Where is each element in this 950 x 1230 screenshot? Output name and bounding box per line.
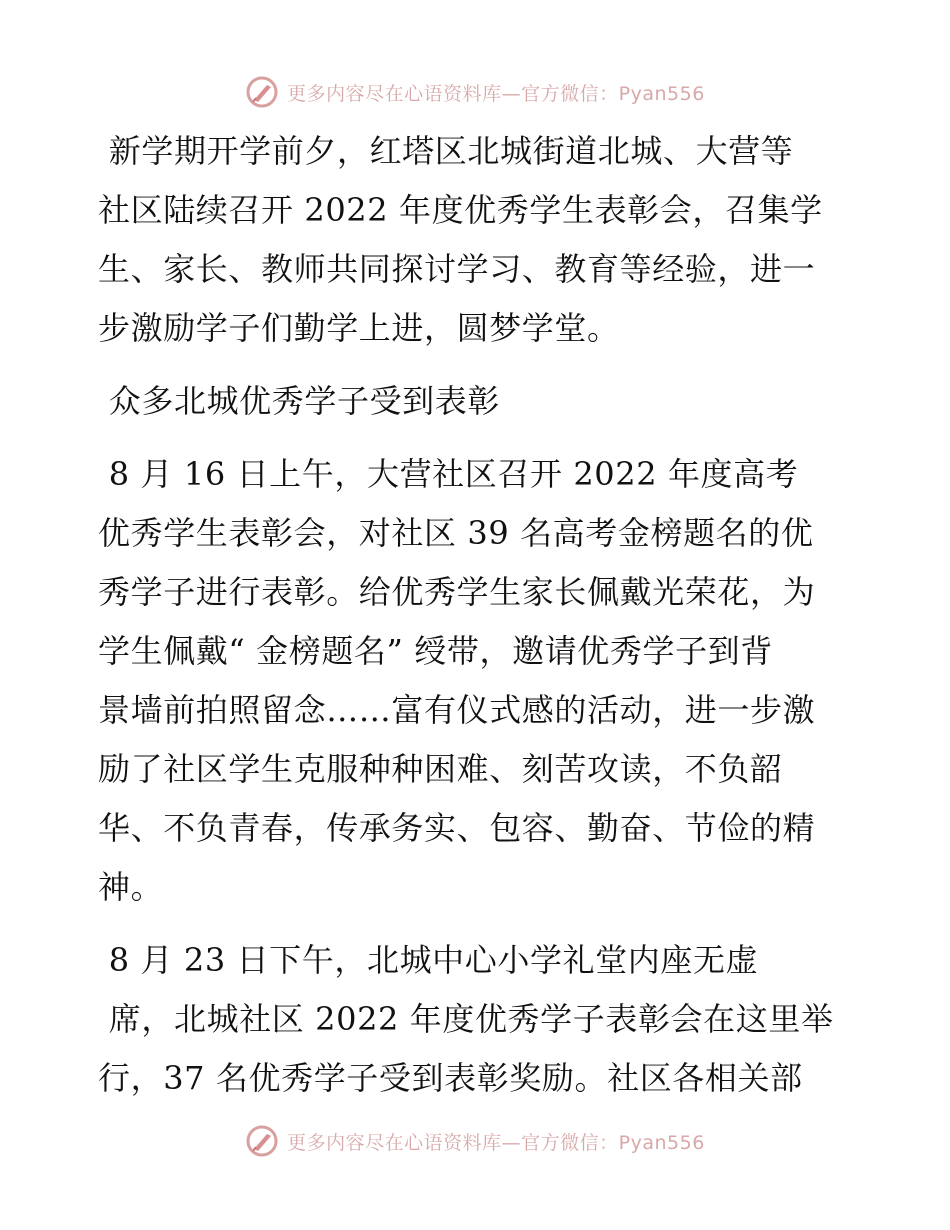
heading-line: 众多北城优秀学子受到表彰: [98, 382, 500, 420]
quill-logo-icon: [245, 75, 279, 109]
text-line: 励了社区学生克服种种困难、刻苦攻读，不负韶: [98, 750, 783, 788]
text-line: 华、不负青春，传承务实、包容、勤奋、节俭的精: [98, 809, 816, 847]
paragraph: [98, 122, 854, 358]
section-heading: [98, 372, 854, 431]
text-line: 生、家长、教师共同探讨学习、教育等经验，进一: [98, 250, 816, 288]
text-line: 社区陆续召开 2022 年度优秀学生表彰会，召集学: [98, 191, 823, 229]
quill-logo-icon: [245, 1124, 279, 1158]
paragraph: [98, 931, 854, 1108]
document-body: [98, 122, 854, 1108]
text-line: 优秀学生表彰会，对社区 39 名高考金榜题名的优: [98, 514, 814, 552]
paragraph: [98, 445, 854, 917]
text-line: 席，北城社区 2022 年度优秀学子表彰会在这里举: [98, 1000, 834, 1038]
text-line: 新学期开学前夕，红塔区北城街道北城、大营等: [98, 132, 794, 170]
text-line: 神。: [98, 868, 164, 906]
text-line: 学生佩戴“ 金榜题名” 绶带，邀请优秀学子到背: [98, 632, 773, 670]
text-line: 8 月 16 日上午，大营社区召开 2022 年度高考: [98, 455, 799, 493]
text-line: 行，37 名优秀学子受到表彰奖励。社区各相关部: [98, 1059, 803, 1097]
text-line: 秀学子进行表彰。给优秀学生家长佩戴光荣花，为: [98, 573, 816, 611]
footer-watermark: [0, 1121, 950, 1161]
text-line: 8 月 23 日下午，北城中心小学礼堂内座无虚: [98, 941, 759, 979]
text-line: 景墙前拍照留念……富有仪式感的活动，进一步激: [98, 691, 816, 729]
watermark-text: 更多内容尽在心语资料库—官方微信：Pyan556: [287, 1131, 705, 1154]
text-line: 步激励学子们勤学上进，圆梦学堂。: [98, 309, 620, 347]
watermark-text: 更多内容尽在心语资料库—官方微信：Pyan556: [287, 82, 705, 105]
header-watermark: [0, 72, 950, 112]
